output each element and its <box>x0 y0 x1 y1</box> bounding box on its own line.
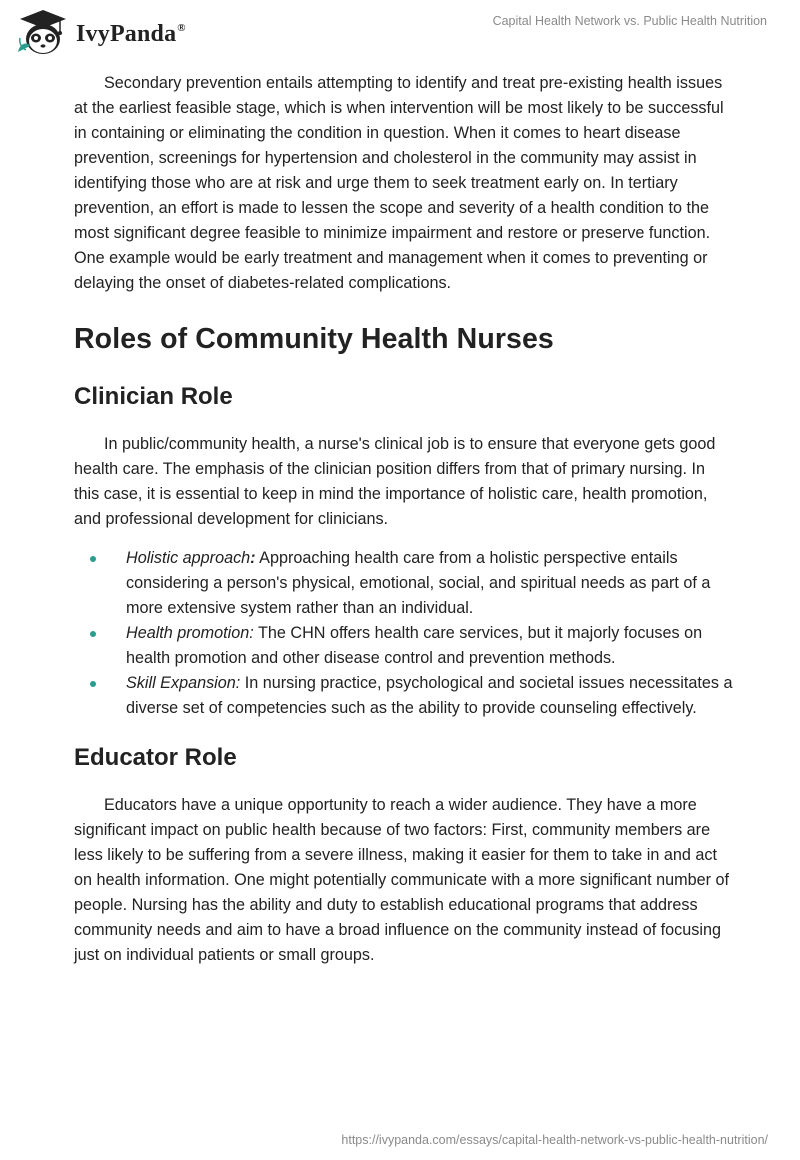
list-item <box>74 546 734 621</box>
bullet-dot-icon <box>90 681 96 687</box>
bullet-text: In nursing practice, psychological and societal issues necessitates a diverse set of competencies such as the ability to provide counseling effectively. <box>126 674 733 717</box>
brand-name: IvyPanda® <box>76 20 186 47</box>
ivypanda-logo[interactable] <box>14 8 186 58</box>
page-header <box>0 0 800 70</box>
source-url-link[interactable]: https://ivypanda.com/essays/capital-health-network-vs-public-health-nutrition/ <box>341 1133 768 1147</box>
article-body <box>74 71 734 968</box>
list-item <box>74 621 734 671</box>
clinician-bullet-list <box>74 546 734 721</box>
intro-paragraph: Secondary prevention entails attempting to identify and treat pre-existing health issues at the earliest feasible stage, which is when intervention will be most likely to be successful in containing or eliminating the condition in question. When it comes to heart disease prevention, screenings for hypertension and cholesterol in the community may assist in identifying those who are at risk and urge them to seek treatment early on. In tertiary prevention, an effort is made to lessen the scope and severity of a health condition to the most significant degree feasible to minimize impairment and restore or preserve function. One example would be early treatment and management when it comes to preventing or delaying the onset of diabetes-related complications. <box>74 74 724 292</box>
bullet-dot-icon <box>90 556 96 562</box>
bullet-text: Approaching health care from a holistic perspective entails considering a person's physical, emotional, social, and spiritual needs as part of a more extensive system rather than an individual. <box>126 549 711 617</box>
clinician-heading: Clinician Role <box>74 383 233 410</box>
educator-heading: Educator Role <box>74 744 237 771</box>
clinician-paragraph: In public/community health, a nurse's clinical job is to ensure that everyone gets good health care. The emphasis of the clinician position differs from that of primary nursing. In this case, it is essential to keep in mind the importance of holistic care, health promotion, and professional development for clinicians. <box>74 435 716 528</box>
bullet-term: Skill Expansion: <box>126 674 241 692</box>
bullet-term: Holistic approach <box>126 549 251 567</box>
bullet-text: The CHN offers health care services, but it majorly focuses on health promotion and other disease control and prevention methods. <box>126 624 703 667</box>
main-heading: Roles of Community Health Nurses <box>74 323 554 355</box>
panda-graduate-icon <box>14 8 72 58</box>
bullet-term: Health promotion: <box>126 624 254 642</box>
document-title: Capital Health Network vs. Public Health Nutrition <box>492 14 767 28</box>
bullet-dot-icon <box>90 631 96 637</box>
bullet-term-colon: : <box>250 549 256 567</box>
list-item <box>74 671 734 721</box>
educator-paragraph: Educators have a unique opportunity to reach a wider audience. They have a more significant impact on public health because of two factors: First, community members are less likely to be suffering from a severe illness, making it easier for them to take in and act on health information. One might potentially communicate with a more significant number of people. Nursing has the ability and duty to establish educational programs that address community needs and aim to have a broad influence on the community instead of focusing just on individual patients or small groups. <box>74 796 730 964</box>
